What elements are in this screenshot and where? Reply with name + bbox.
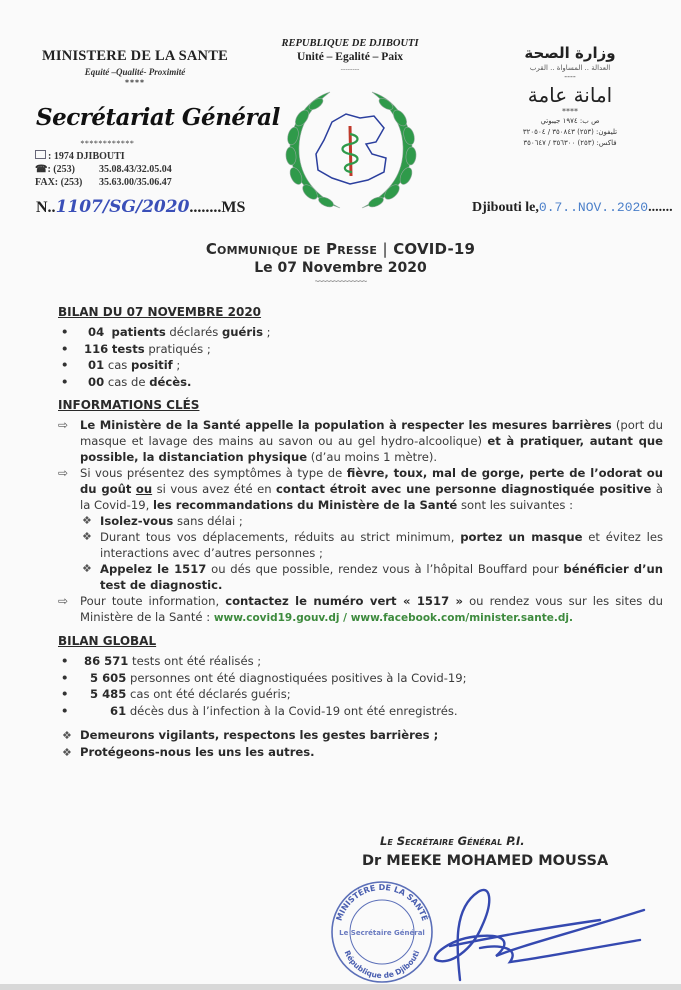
p2-text-1: Si vous présentez des symptômes à type de	[80, 466, 347, 480]
closing-message	[58, 744, 663, 761]
reference-number	[36, 197, 245, 217]
ministry-emblem	[280, 84, 422, 216]
item-number: 04	[88, 325, 105, 339]
item-bold2: guéris	[221, 325, 263, 339]
global-report-item	[58, 670, 663, 687]
recommendation-isolate	[58, 513, 663, 529]
sub2-text-2: et évitez les interactions avec d’autres personnes ;	[100, 530, 664, 560]
sub3-bold-1: Appelez le 1517	[100, 562, 207, 576]
title-suffix: COVID-19	[393, 240, 476, 258]
ref-prefix: N..	[36, 199, 56, 216]
item-text: cas	[104, 358, 132, 372]
key-info-paragraph-symptoms	[58, 465, 663, 513]
arrow-right-icon: ⇨	[58, 594, 69, 608]
item-number: 5 605	[90, 670, 127, 685]
diamond-bullet-icon: ❖	[82, 562, 92, 575]
item-number: 01	[88, 358, 105, 372]
item-text: cas ont été déclarés guéris;	[126, 687, 291, 701]
sub1-bold: Isolez-vous	[100, 514, 174, 528]
title-ornament: ~~~~~~~~~~~~~~	[314, 277, 367, 286]
closing-text: Demeurons vigilants, respectons les gestes barrières ;	[80, 728, 439, 742]
item-text: déclarés	[165, 325, 222, 339]
signer-role-text: Le Secrétaire Général P.I.	[380, 834, 525, 848]
signer-role	[380, 834, 525, 848]
signer-name: Dr MEEKE MOHAMED MOUSSA	[362, 853, 609, 869]
p2-underlined: ou	[135, 482, 153, 496]
p2-text-3: à la Covid-19,	[80, 482, 663, 512]
item-text: cas de	[104, 374, 150, 389]
document-subtitle-date: Le 07 Novembre 2020	[254, 260, 427, 276]
global-report-item	[58, 703, 663, 720]
dots-separator: ************	[80, 139, 134, 148]
item-text: pratiqués ;	[144, 341, 211, 356]
item-bold: tests	[111, 341, 145, 356]
bottom-bar	[0, 984, 681, 990]
phone-arabic: تليفون: (٢٥٣) ٣٥٠٨٤٣ / ٣٢٠٥٠٤	[522, 128, 618, 136]
arrow-right-icon: ⇨	[58, 466, 69, 480]
phone-label	[35, 163, 99, 176]
global-report-item	[58, 653, 663, 670]
item-bold: patients	[111, 325, 166, 339]
ministry-name: MINISTERE DE LA SANTE	[42, 48, 228, 64]
header-right-arabic	[480, 44, 660, 149]
item-bold2: positif	[131, 358, 173, 372]
p1-bold-1: Le Ministère de la Santé appelle la population à respecter les mesures barrières	[80, 418, 612, 432]
seal-text-bottom: République de Djibouti	[342, 949, 422, 981]
p3-text-1: Pour toute information,	[80, 594, 226, 608]
header-left	[20, 48, 250, 87]
daily-report-item	[58, 357, 663, 374]
diamond-bullet-icon: ❖	[82, 514, 92, 527]
item-number: 116	[84, 341, 109, 356]
sub2-text-1: Durant tous vos déplacements, réduits au strict minimum,	[100, 530, 461, 544]
item-number: 61	[110, 703, 127, 718]
item-text: personnes ont été diagnostiquées positives à la Covid-19;	[126, 670, 467, 685]
daily-report-item	[58, 374, 663, 391]
fax-line	[35, 176, 172, 189]
date-label: Djibouti le,	[472, 200, 539, 215]
item-number: 86 571	[84, 654, 129, 668]
closing-text: Protégeons-nous les uns les autres.	[80, 745, 315, 759]
department-arabic: امانة عامة	[527, 83, 613, 107]
daily-report-heading: BILAN DU 07 NOVEMBRE 2020	[58, 305, 262, 319]
arabic-dash-separator: ----	[564, 72, 576, 81]
p2-bold-2: contact étroit avec une personne diagnostiquée positive	[276, 482, 652, 496]
item-bold2: décès.	[149, 374, 192, 389]
recommendation-call	[58, 561, 663, 593]
item-number: 5 485	[90, 687, 127, 701]
sub3-bold-2: bénéficier d’un test de diagnostic.	[100, 562, 664, 592]
key-info-paragraph-barriers	[58, 417, 663, 465]
ministry-name-arabic: وزارة الصحة	[524, 44, 616, 62]
ministry-motto-arabic: العدالة .. المساواة .. القرب	[529, 64, 611, 72]
title-prefix: Communique de Presse	[205, 240, 378, 258]
po-box-line	[35, 150, 172, 163]
diamond-bullet-icon: ❖	[82, 530, 92, 543]
p3-text-2: ou rendez vous sur les sites du Ministère de la Santé :	[80, 594, 663, 624]
daily-report-item	[58, 324, 663, 341]
handwritten-signature	[430, 882, 650, 982]
item-end: ;	[262, 325, 271, 339]
title-separator: |	[382, 240, 388, 258]
arrow-right-icon: ⇨	[58, 418, 69, 432]
sub1-text: sans délai ;	[173, 514, 243, 528]
republic-name: REPUBLIQUE DE DJIBOUTI	[281, 38, 419, 49]
envelope-icon	[35, 150, 46, 159]
title-block	[0, 240, 681, 286]
po-box: : 1974 DJIBOUTI	[48, 151, 125, 162]
official-seal	[330, 880, 434, 984]
item-end: ;	[172, 358, 181, 372]
recommendation-mask	[58, 529, 663, 561]
daily-report-item	[58, 341, 663, 358]
phone-icon: ☎	[35, 164, 48, 175]
ref-handwritten: 1107/SG/2020	[55, 197, 190, 217]
fax-numbers: 35.63.00/35.06.47	[99, 177, 172, 188]
document-title	[0, 240, 681, 258]
global-report-list	[58, 653, 663, 719]
diamond-bullet-icon: ❖	[62, 729, 72, 742]
closing-message	[58, 727, 663, 744]
global-report-item	[58, 686, 663, 703]
key-info-paragraph-contact	[58, 593, 663, 626]
key-info-heading: INFORMATIONS CLÉS	[58, 398, 200, 412]
phone-prefix: : (253)	[47, 164, 75, 175]
phone-numbers: 35.08.43/32.05.04	[99, 164, 172, 175]
fax-label: FAX: (253)	[35, 177, 83, 188]
facebook-link[interactable]: www.facebook.com/minister.sante.dj.	[350, 612, 573, 624]
p1-text-2: (d’au moins 1 mètre).	[307, 450, 438, 464]
daily-report-list	[58, 324, 663, 390]
arabic-stars: ****	[562, 107, 578, 116]
p1-text-1: (port du masque et lavage des mains au savon ou au gel hydro-alcoolique)	[80, 418, 663, 448]
po-box-arabic: ص ب: ١٩٧٤ جيبوتي	[540, 117, 600, 125]
republic-motto: Unité – Egalité – Paix	[296, 51, 404, 63]
document-date	[472, 200, 673, 216]
item-number: 00	[88, 374, 105, 389]
p2-text-4: sont les suivantes :	[457, 498, 574, 512]
p2-text-2: si vous avez été en	[152, 482, 277, 496]
item-text: tests ont été réalisés ;	[128, 654, 262, 668]
p2-bold-3: les recommandations du Ministère de la Santé	[152, 498, 458, 512]
ministry-motto: Equité –Qualité- Proximité	[84, 67, 186, 77]
p2-bold-1: fièvre, toux, mal de gorge, perte de l’odorat ou du goût	[80, 466, 663, 496]
item-text: décès dus à l’infection à la Covid-19 ont été enregistrés.	[126, 703, 458, 718]
header-center	[250, 38, 450, 73]
closing-messages	[58, 727, 663, 761]
website-link[interactable]: www.covid19.gouv.dj	[213, 612, 340, 624]
department-title: Secrétariat Général	[36, 104, 280, 131]
contact-block	[35, 150, 172, 189]
date-stamp: 0.7..NOV..2020	[538, 200, 649, 215]
sub2-bold: portez un masque	[460, 530, 583, 544]
diamond-bullet-icon: ❖	[62, 746, 72, 759]
center-separator: --------	[340, 65, 360, 73]
p3-bold: contactez le numéro vert « 1517 »	[225, 594, 464, 608]
stars-separator: ****	[125, 78, 145, 87]
document-body	[58, 305, 663, 761]
seal-text-center: Le Secrétaire Général	[339, 929, 425, 937]
seal-text-top: MINISTÈRE DE LA SANTÉ	[334, 882, 430, 923]
global-report-heading: BILAN GLOBAL	[58, 634, 157, 648]
link-separator: /	[339, 612, 351, 624]
fax-arabic: فاكس: (٢٥٣) ٣٥٦٣٠٠ / ٣٥٠٦٤٧	[523, 139, 617, 147]
p1-bold-2: et à pratiquer, autant que possible, la distanciation physique	[80, 434, 663, 464]
date-suffix: .......	[648, 200, 673, 215]
sub3-text: ou dés que possible, rendez vous à l’hôpital Bouffard pour	[206, 562, 564, 576]
phone-line	[35, 163, 172, 176]
ref-suffix: ........MS	[189, 199, 246, 216]
